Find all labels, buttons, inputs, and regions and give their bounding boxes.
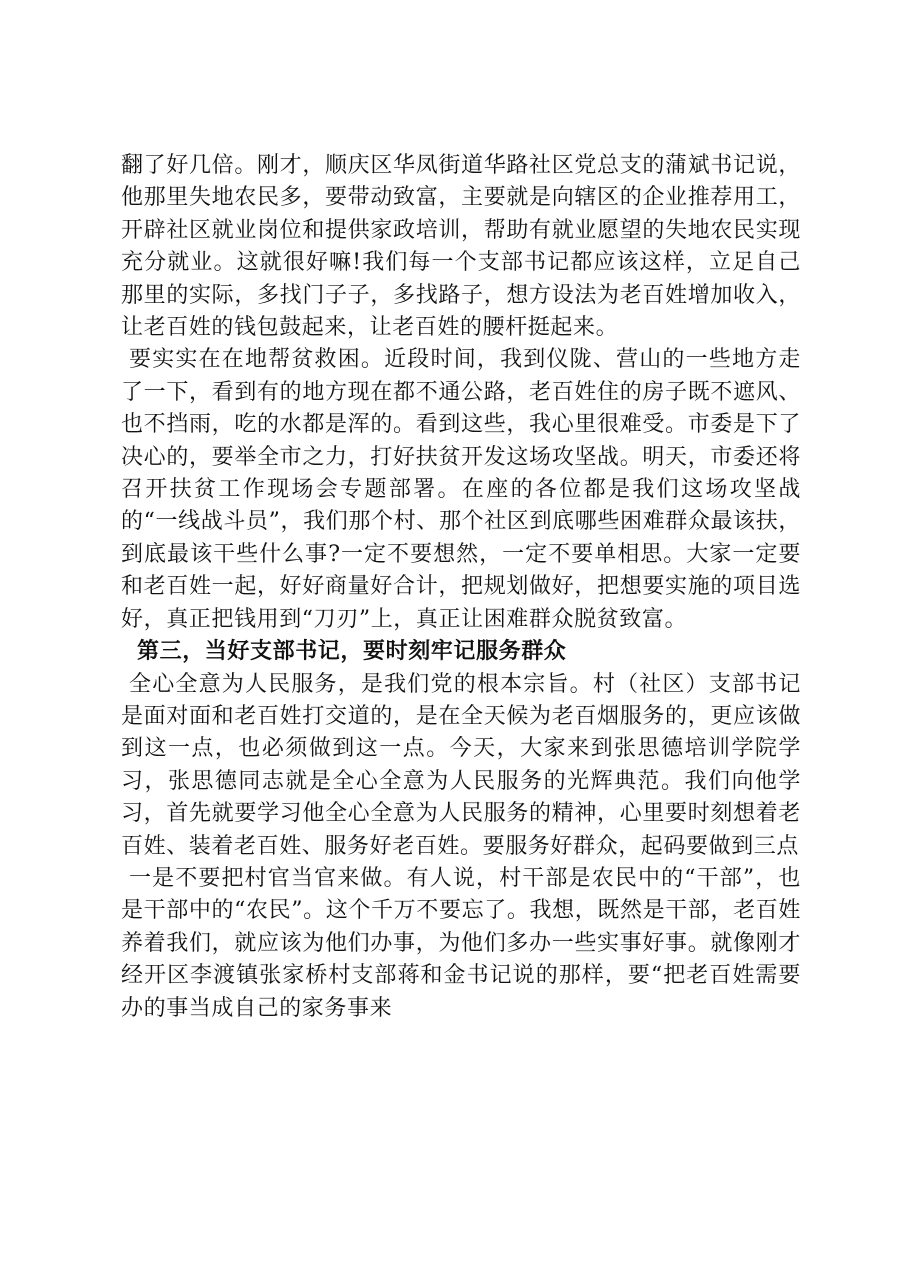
- paragraph-poverty-relief: 要实实在在地帮贫救困。近段时间，我到仪陇、营山的一些地方走了一下，看到有的地方现在都不通公路，老百姓住的房子既不遮风、也不挡雨，吃的水都是浑的。看到这些，我心里很难受。市委是下了决心的，要举全市之力，打好扶贫开发这场攻坚战。明天，市委还将召开扶贫工作现场会专题部署。在座的各位都是我们这场攻坚战的“一线战斗员”，我们那个村、那个社区到底哪些困难群众最该扶，到底最该干些什么事?一定不要想然，一定不要单相思。大家一定要和老百姓一起，好好商量好合计，把规划做好，把想要实施的项目选好，真正把钱用到“刀刃”上，真正让困难群众脱贫致富。: [121, 347, 801, 632]
- paragraph-continued: 翻了好几倍。刚才，顺庆区华凤街道华路社区党总支的蒲斌书记说，他那里失地农民多，要带动致富，主要就是向辖区的企业推荐用工，开辟社区就业岗位和提供家政培训，帮助有就业愿望的失地农民实现充分就业。这就很好嘛!我们每一个支部书记都应该这样，立足自己那里的实际，多找门子子，多找路子，想方设法为老百姓增加收入，让老百姓的钱包鼓起来，让老百姓的腰杆挺起来。: [121, 153, 801, 341]
- document-body: [121, 150, 801, 1025]
- paragraph-village-official: 一是不要把村官当官来做。有人说，村干部是农民中的“干部”，也是干部中的“农民”。这个千万不要忘了。我想，既然是干部，老百姓养着我们，就应该为他们办事，为他们多办一些实事好事。就像刚才经开区李渡镇张家桥村支部蒋和金书记说的那样，要“把老百姓需要办的事当成自己的家务事来: [121, 865, 801, 1021]
- section-heading: 第三，当好支部书记，要时刻牢记服务群众: [137, 639, 567, 665]
- paragraph-serve-people: 全心全意为人民服务，是我们党的根本宗旨。村（社区）支部书记是面对面和老百姓打交道的，是在全天候为老百烟服务的，更应该做到这一点，也必须做到这一点。今天，大家来到张思德培训学院学习，张思德同志就是全心全意为人民服务的光辉典范。我们向他学习，首先就要学习他全心全意为人民服务的精神，心里要时刻想着老百姓、装着老百姓、服务好老百姓。要服务好群众，起码要做到三点: [121, 671, 801, 859]
